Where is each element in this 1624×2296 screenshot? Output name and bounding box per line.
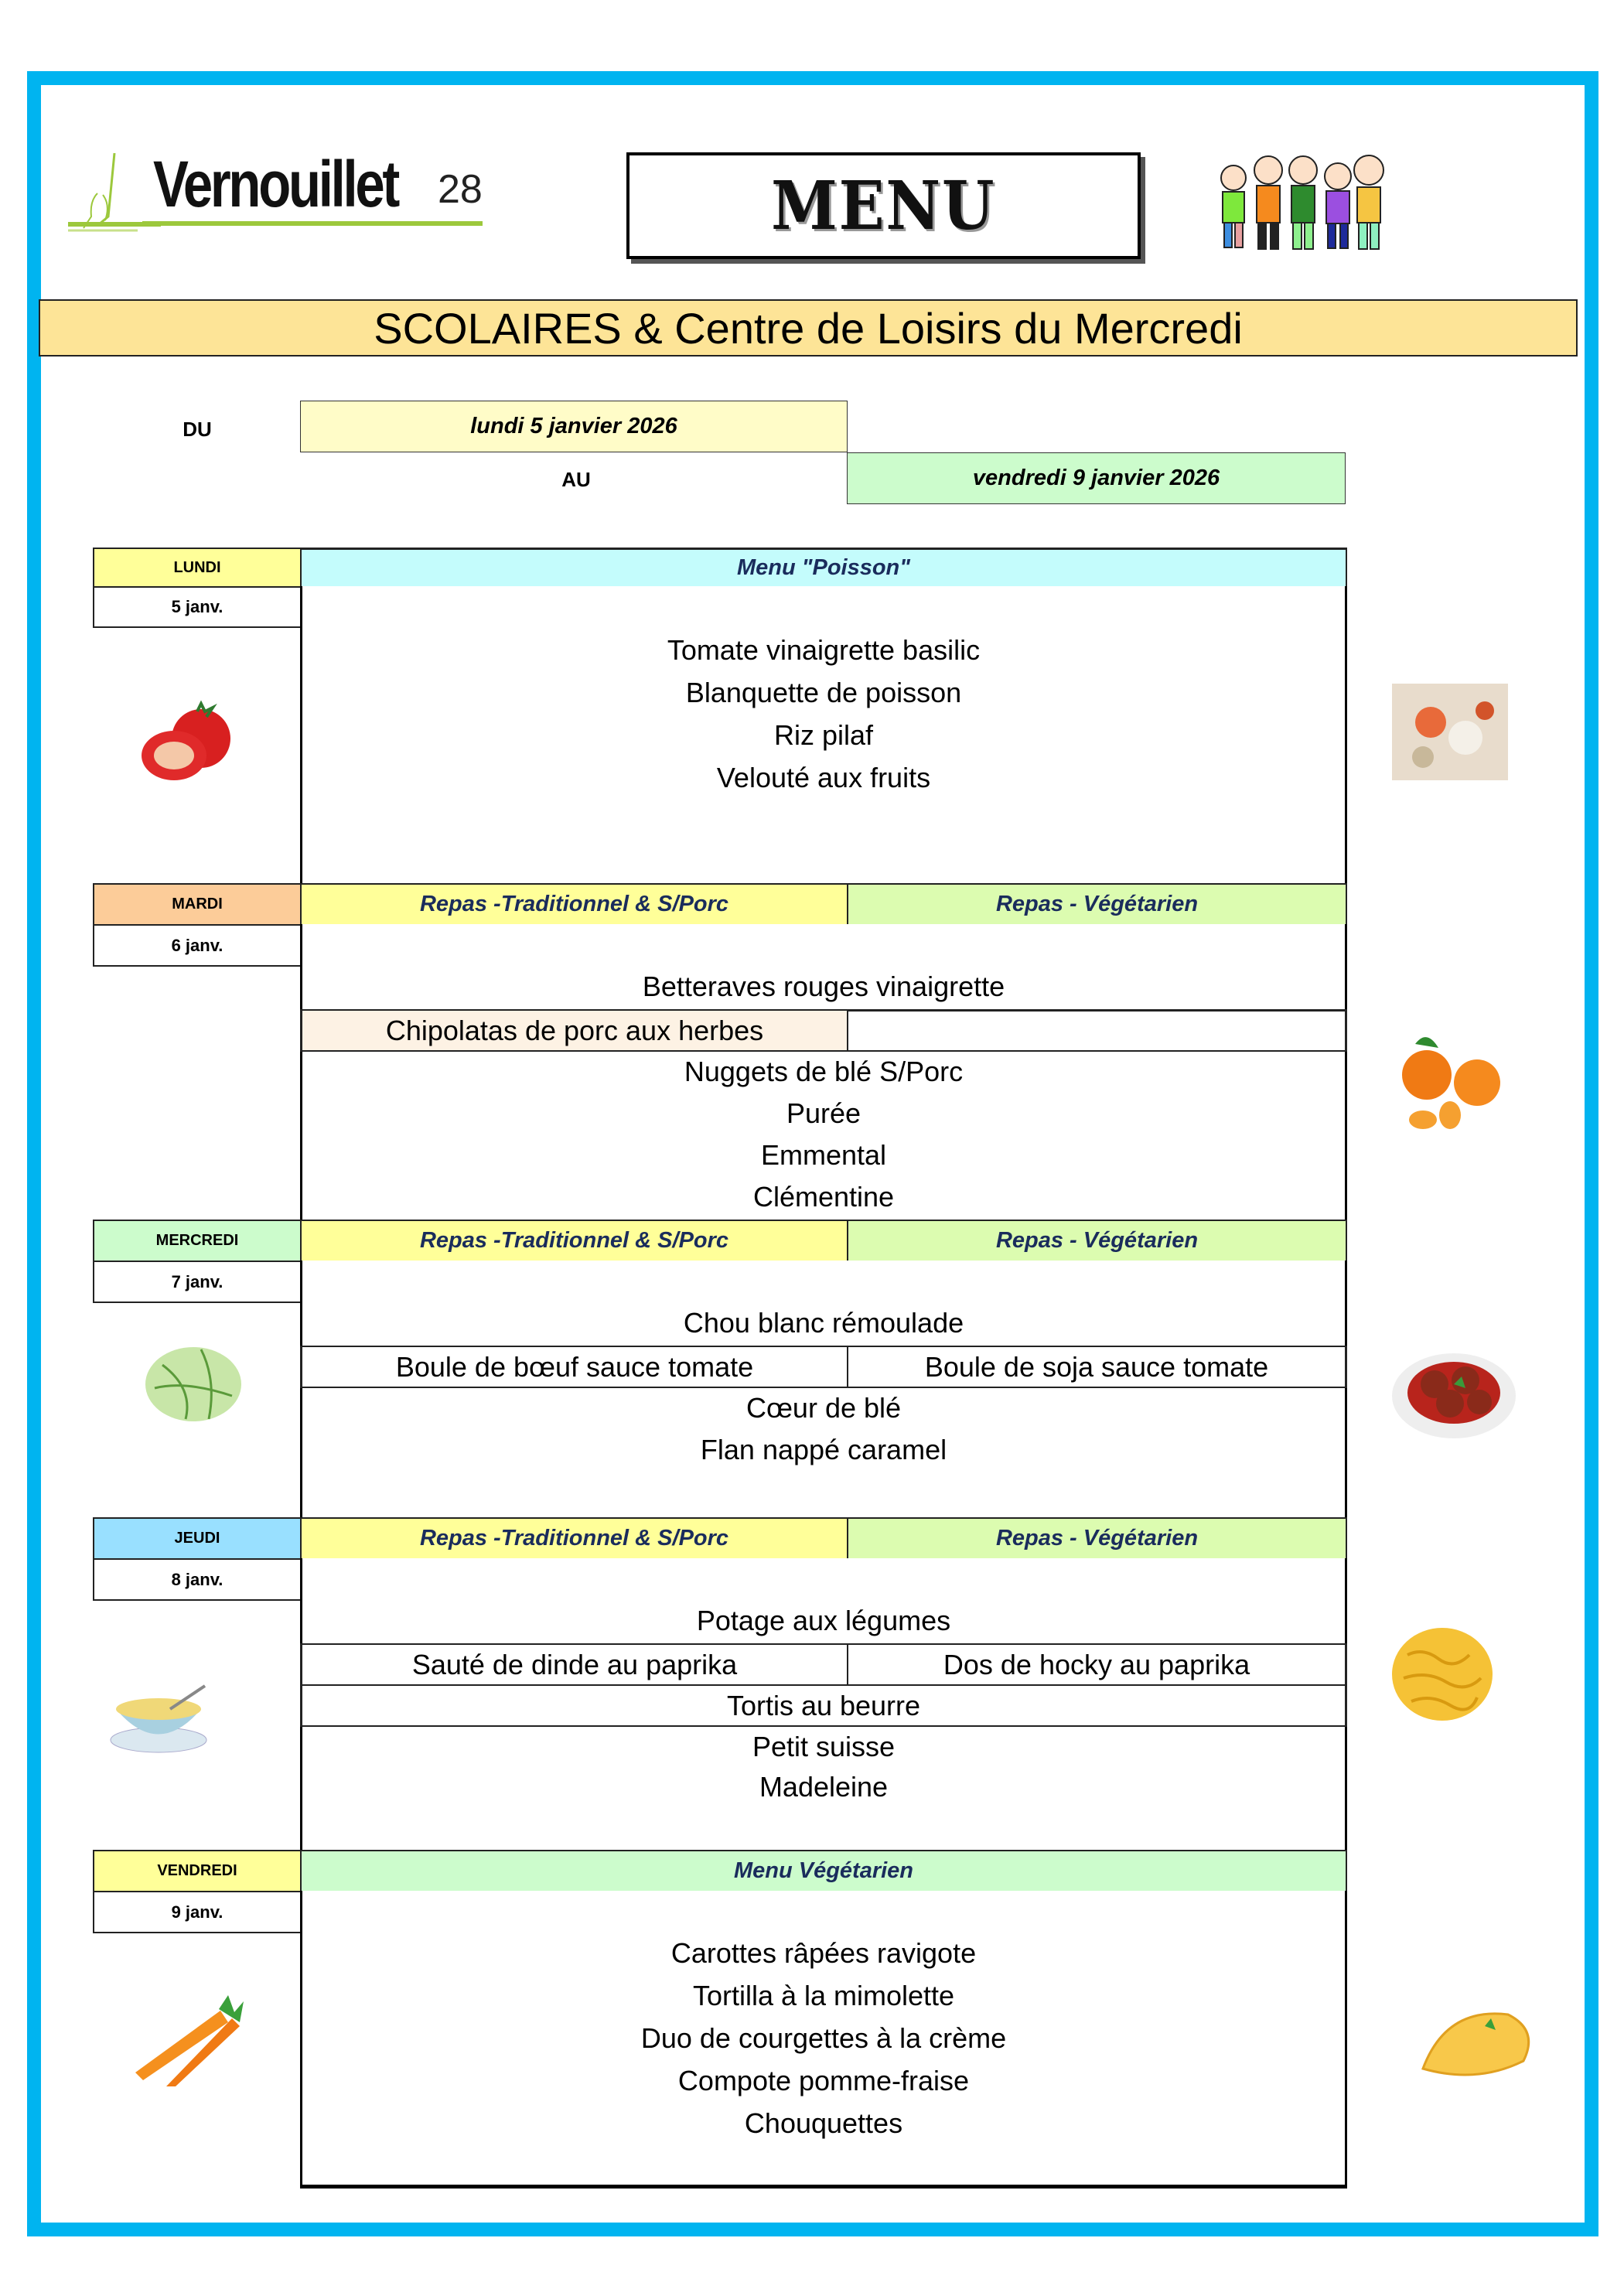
carrots-icon bbox=[128, 1995, 251, 2088]
day-name: JEUDI bbox=[93, 1517, 302, 1560]
main-vegetarian: Dos de hocky au paprika bbox=[847, 1643, 1347, 1686]
starter: Potage aux légumes bbox=[696, 1605, 951, 1636]
main-traditional: Chipolatas de porc aux herbes bbox=[300, 1009, 848, 1052]
starter: Chou blanc rémoulade bbox=[683, 1307, 964, 1339]
from-date: lundi 5 janvier 2026 bbox=[300, 401, 848, 452]
dish: Emmental bbox=[760, 1139, 887, 1171]
vegetarian-header: Repas - Végétarien bbox=[847, 1220, 1347, 1262]
logo-emblem-icon bbox=[68, 147, 161, 240]
dish: Flan nappé caramel bbox=[700, 1434, 947, 1465]
main-vegetarian: Boule de soja sauce tomate bbox=[847, 1346, 1347, 1388]
dish: Chouquettes bbox=[744, 2107, 903, 2139]
menu-title: MENU bbox=[771, 166, 996, 245]
day-date: 8 janv. bbox=[93, 1558, 302, 1601]
day-name: VENDREDI bbox=[93, 1850, 302, 1892]
cabbage-icon bbox=[139, 1342, 247, 1427]
dish: Petit suisse bbox=[752, 1731, 896, 1762]
dish: Tomate vinaigrette basilic bbox=[667, 634, 981, 666]
dish: Duo de courgettes à la crème bbox=[640, 2022, 1007, 2054]
banner-title: SCOLAIRES & Centre de Loisirs du Mercredi bbox=[374, 303, 1243, 353]
vegetarian-header: Repas - Végétarien bbox=[847, 883, 1347, 926]
dish: Nuggets de blé S/Porc bbox=[684, 1056, 964, 1087]
dish: Carottes râpées ravigote bbox=[670, 1937, 977, 1969]
traditional-header: Repas -Traditionnel & S/Porc bbox=[300, 1517, 848, 1560]
day-date: 7 janv. bbox=[93, 1261, 302, 1303]
meatballs-icon bbox=[1388, 1342, 1520, 1442]
logo-name: Vernouillet bbox=[153, 148, 398, 220]
traditional-header: Repas -Traditionnel & S/Porc bbox=[300, 1220, 848, 1262]
audience-banner bbox=[39, 299, 1578, 357]
logo-underline bbox=[142, 221, 483, 226]
dish: Blanquette de poisson bbox=[685, 677, 962, 708]
omelette-icon bbox=[1415, 1999, 1539, 2084]
dish: Clémentine bbox=[752, 1181, 895, 1213]
main-traditional: Sauté de dinde au paprika bbox=[300, 1643, 848, 1686]
day-name: MERCREDI bbox=[93, 1220, 302, 1262]
day-date: 9 janv. bbox=[93, 1891, 302, 1933]
menu-body bbox=[300, 1261, 1347, 1519]
dish: Velouté aux fruits bbox=[716, 762, 931, 793]
traditional-header: Repas -Traditionnel & S/Porc bbox=[300, 883, 848, 926]
fish-blanquette-icon bbox=[1392, 684, 1508, 780]
logo-number: 28 bbox=[438, 167, 483, 212]
dish: Cœur de blé bbox=[745, 1392, 902, 1424]
main-vegetarian bbox=[847, 1009, 1347, 1052]
menu-title-box bbox=[626, 152, 1141, 259]
day-name: LUNDI bbox=[93, 548, 302, 588]
day-date: 5 janv. bbox=[93, 586, 302, 628]
vegetarian-header: Repas - Végétarien bbox=[847, 1517, 1347, 1560]
dish: Tortilla à la mimolette bbox=[692, 1980, 955, 2011]
dish: Madeleine bbox=[759, 1771, 889, 1803]
menu-header: Menu "Poisson" bbox=[300, 548, 1347, 588]
dish: Purée bbox=[786, 1097, 861, 1129]
day-name: MARDI bbox=[93, 883, 302, 926]
main-traditional: Boule de bœuf sauce tomate bbox=[300, 1346, 848, 1388]
to-date: vendredi 9 janvier 2026 bbox=[847, 452, 1346, 504]
from-label: DU bbox=[183, 417, 212, 441]
starter: Betteraves rouges vinaigrette bbox=[642, 971, 1005, 1002]
pasta-icon bbox=[1384, 1624, 1500, 1725]
tomato-icon bbox=[135, 700, 244, 785]
dish: Compote pomme-fraise bbox=[677, 2065, 970, 2096]
dish: Riz pilaf bbox=[773, 719, 874, 751]
side: Tortis au beurre bbox=[300, 1684, 1347, 1727]
menu-header: Menu Végétarien bbox=[300, 1850, 1347, 1892]
vernouillet-logo bbox=[68, 147, 501, 240]
children-group-icon bbox=[1203, 147, 1404, 255]
day-date: 6 janv. bbox=[93, 924, 302, 967]
clementine-icon bbox=[1392, 1029, 1516, 1137]
to-label: AU bbox=[561, 467, 591, 491]
soup-bowl-icon bbox=[108, 1678, 217, 1755]
